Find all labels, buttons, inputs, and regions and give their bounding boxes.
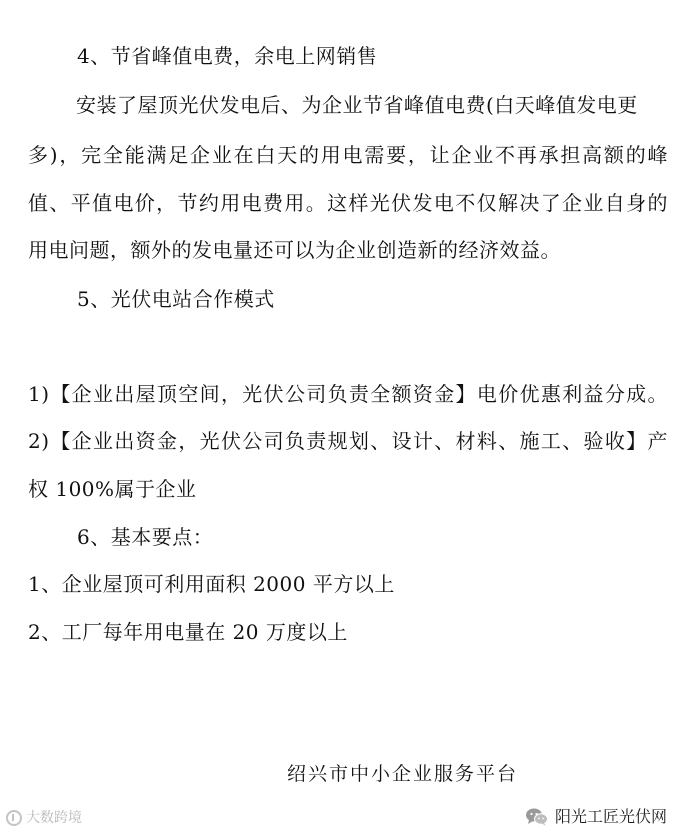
- section4-body-line-3: 值、平值电价，节约用电费用。这样光伏发电不仅解决了企业自身的: [28, 191, 668, 215]
- basic-point-1: 1、企业屋顶可利用面积 2000 平方以上: [28, 572, 395, 596]
- watermark-left: [6, 808, 82, 828]
- section6-heading: 6、基本要点：: [77, 525, 214, 549]
- watermark-left-text: 大数跨境: [26, 810, 82, 826]
- section4-heading: 4、节省峰值电费，余电上网销售: [77, 44, 378, 68]
- section4-body-line-2: 多)，完全能满足企业在白天的用电需要，让企业不再承担高额的峰: [28, 143, 668, 167]
- toutiao-logo-icon: [6, 810, 22, 826]
- section4-body-line-4: 用电问题，额外的发电量还可以为企业创造新的经济效益。: [28, 238, 561, 262]
- watermark-right: [525, 806, 667, 828]
- cooperation-mode-2-line-1: 2)【企业出资金，光伏公司负责规划、设计、材料、施工、验收】产: [28, 429, 668, 453]
- cooperation-mode-1: 1)【企业出屋顶空间，光伏公司负责全额资金】电价优惠利益分成。: [28, 382, 668, 406]
- section5-heading: 5、光伏电站合作模式: [77, 287, 275, 311]
- signature-organization: 绍兴市中小企业服务平台: [287, 763, 519, 785]
- section4-body-line-1: 安装了屋顶光伏发电后、为企业节省峰值电费(白天峰值发电更: [76, 93, 638, 117]
- cooperation-mode-2-line-2: 权 100%属于企业: [28, 477, 197, 501]
- wechat-icon: [525, 807, 549, 827]
- watermark-right-text: 阳光工匠光伏网: [554, 807, 667, 826]
- basic-point-2: 2、工厂每年用电量在 20 万度以上: [28, 620, 348, 644]
